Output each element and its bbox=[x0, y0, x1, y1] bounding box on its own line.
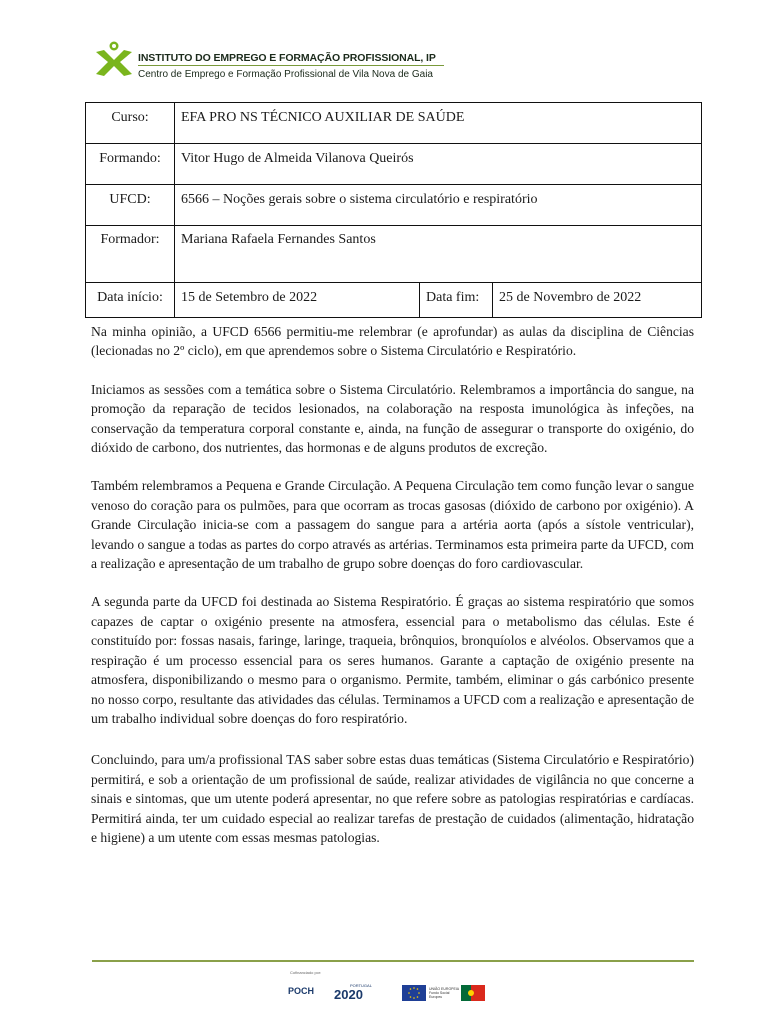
formando-value: Vitor Hugo de Almeida Vilanova Queirós bbox=[175, 144, 702, 185]
data-fim-value: 25 de Novembro de 2022 bbox=[493, 283, 702, 318]
cofinanced-text: Cofinanciado por: bbox=[290, 970, 322, 975]
funding-logos bbox=[288, 968, 508, 1008]
header-rule bbox=[138, 65, 444, 66]
document-header bbox=[92, 38, 692, 94]
portugal-flag-icon bbox=[461, 985, 485, 1001]
paragraph-intro: Na minha opinião, a UFCD 6566 permitiu-me relembrar (e aprofundar) as aulas da disciplina de Ciências (lecionadas no 2º ciclo), em que aprendemos sobre o Sistema Circulatório e Respiratório. bbox=[91, 324, 694, 359]
eu-flag-icon bbox=[402, 985, 426, 1001]
formando-label: Formando: bbox=[86, 144, 175, 185]
row-curso bbox=[86, 103, 702, 144]
center-name: Centro de Emprego e Formação Profissional de Vila Nova de Gaia bbox=[138, 69, 433, 80]
poch-logo: POCH bbox=[288, 986, 315, 996]
course-info-table bbox=[85, 102, 702, 318]
row-dates bbox=[86, 283, 702, 318]
paragraph-circulatory: Iniciamos as sessões com a temática sobre o Sistema Circulatório. Relembramos a importância do sangue, na promoção da reparação de tecidos lesionados, na colaboração na resposta imunológica às infeções, na conservação da temperatura corporal constante e, ainda, na função de assegurar o transporte do oxigénio, do dióxido de carbono, dos nutrientes, das hormonas e de alguns produtos de excreção. bbox=[91, 381, 694, 456]
curso-value: EFA PRO NS TÉCNICO AUXILIAR DE SAÚDE bbox=[175, 103, 702, 144]
portugal-small-text: PORTUGAL bbox=[350, 983, 372, 988]
iefp-logo-icon bbox=[92, 38, 136, 82]
row-formador bbox=[86, 226, 702, 283]
formador-value: Mariana Rafaela Fernandes Santos bbox=[175, 226, 702, 283]
data-inicio-label: Data início: bbox=[86, 283, 175, 318]
portugal-2020-logo: 2020 bbox=[334, 987, 363, 1002]
ufcd-label: UFCD: bbox=[86, 185, 175, 226]
data-fim-label: Data fim: bbox=[420, 283, 493, 318]
ufcd-value: 6566 – Noções gerais sobre o sistema circulatório e respiratório bbox=[175, 185, 702, 226]
data-inicio-value: 15 de Setembro de 2022 bbox=[175, 283, 420, 318]
paragraph-respiratory: A segunda parte da UFCD foi destinada ao Sistema Respiratório. É graças ao sistema respiratório que somos capazes de captar o oxigénio presente na atmosfera, essencial para o metabolismo das células. Este é constituído por: fossas nasais, faringe, laringe, traqueia, brônquios, bronquíolos e alvéolos. Observamos que a respiração é um processo essencial para os seres humanos. Garante a captação de oxigénio presente na atmosfera, disponibilizando o mesmo para o organismo. Permite, também, eliminar o gás carbónico presente no nosso corpo, resultante das atividades das células. Terminamos a UFCD com a realização e apresentação de um trabalho individual sobre doenças do foro respiratório. bbox=[91, 594, 694, 726]
reflection-text bbox=[91, 322, 694, 866]
paragraph-circulation: Também relembramos a Pequena e Grande Circulação. A Pequena Circulação tem como função levar o sangue venoso do coração para os pulmões, para que ocorram as trocas gasosas (dióxido de carbono por oxigénio). A Grande Circulação inicia-se com a passagem do sangue para a artéria aorta (após a sístole ventricular), levando o sangue a todas as partes do corpo através as artérias. Terminamos esta primeira parte da UFCD, com a realização e apresentação de um trabalho de grupo sobre doenças do foro cardiovascular. bbox=[91, 478, 694, 572]
footer-rule bbox=[92, 960, 694, 962]
curso-label: Curso: bbox=[86, 103, 175, 144]
row-ufcd bbox=[86, 185, 702, 226]
row-formando bbox=[86, 144, 702, 185]
institution-name: INSTITUTO DO EMPREGO E FORMAÇÃO PROFISSIONAL, IP bbox=[138, 52, 436, 64]
eu-text: UNIÃO EUROPEIA Fundo Social Europeu bbox=[429, 987, 459, 999]
paragraph-conclusion: Concluindo, para um/a profissional TAS saber sobre estas duas temáticas (Sistema Circulatório e Respiratório) permitirá, e sob a orientação de um profissional de saúde, realizar atividades de vigilância no que concerne a sinais e sintomas, que um utente poderá apresentar, no que refere sobre as patologias respiratórias e cardíacas. Permitirá ainda, ter um cuidado especial ao realizar tarefas de prestação de cuidados (alimentação, hidratação e higiene) a um utente com essas mesmas patologias. bbox=[91, 752, 694, 845]
formador-label: Formador: bbox=[86, 226, 175, 283]
